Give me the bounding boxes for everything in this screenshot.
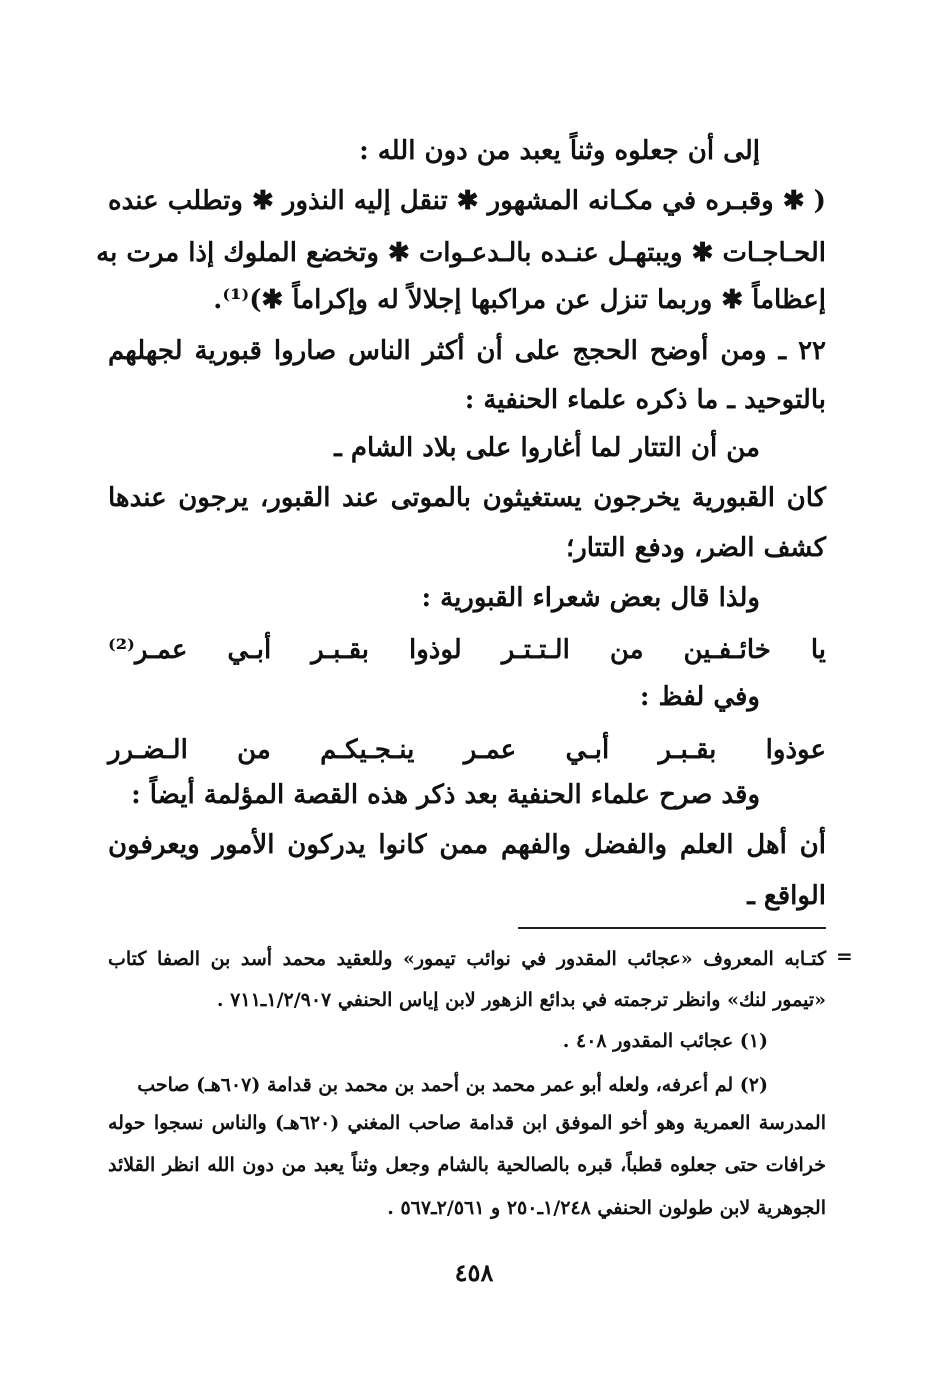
footnote-line: (١) عجائب المقدور ٤٠٨ . bbox=[562, 1030, 768, 1052]
footnote-line: المدرسة العمرية وهو أخو الموفق ابن قدامة صاحب المغني (٦٢٠هـ) والناس نسجوا حوله bbox=[108, 1112, 826, 1134]
footnote-continuation-mark: = bbox=[836, 944, 853, 968]
footnote-line: خرافات حتى جعلوه قطباً، قبره بالصالحية بالشام وجعل وثناً يعبد من دون الله انظر القلائد bbox=[108, 1154, 826, 1176]
page-number: ٤٥٨ bbox=[454, 1258, 494, 1287]
body-line: وقد صرح علماء الحنفية بعد ذكر هذه القصة المؤلمة أيضاً : bbox=[131, 780, 760, 810]
body-line: الواقع ـ bbox=[747, 881, 826, 911]
verse-line: يا خائـفـين من الـتـتـر لوذوا بقـبـر أبـي عمـر⁽²⁾ bbox=[108, 635, 826, 665]
body-line: إلى أن جعلوه وثناً يعبد من دون الله : bbox=[359, 136, 760, 166]
body-line: ( ✱ وقبـره في مكـانه المشهور ✱ تنقل إليه النذور ✱ وتطلب عنده bbox=[108, 186, 826, 216]
body-line: إعظاماً ✱ وربما تنزل عن مراكبها إجلالاً له وإكراماً ✱)⁽¹⁾. bbox=[213, 285, 826, 315]
body-line: بالتوحيد ـ ما ذكره علماء الحنفية : bbox=[464, 385, 826, 415]
verse-line: عوذوا بقـبـر أبـي عمـر ينـجـيكـم من الـضـرر bbox=[108, 735, 826, 765]
body-line: أن أهل العلم والفضل والفهم ممن كانوا يدركون الأمور ويعرفون bbox=[108, 830, 826, 860]
footnote-line: «تيمور لنك» وانظر ترجمته في بدائع الزهور لابن إياس الحنفي ١/٢/٩٠٧ـ٧١١ . bbox=[216, 989, 826, 1011]
body-line: وفي لفظ : bbox=[639, 682, 760, 712]
body-line: ولذا قال بعض شعراء القبورية : bbox=[421, 583, 760, 613]
body-line: من أن التتار لما أغاروا على بلاد الشام ـ bbox=[334, 433, 760, 463]
body-line: كشف الضر، ودفع التتار؛ bbox=[565, 533, 826, 563]
footnote-line: الجوهرية لابن طولون الحنفي ١/٢٤٨ـ٢٥٠ و ٢/٥٦١ـ٥٦٧ . bbox=[387, 1197, 826, 1219]
footnote-separator bbox=[518, 927, 826, 929]
body-line: كان القبورية يخرجون يستغيثون بالموتى عند القبور، يرجون عندها bbox=[108, 483, 826, 513]
body-line: الحـاجـات ✱ ويبتهـل عنـده بالـدعـوات ✱ وتخضع الملوك إذا مرت به bbox=[96, 238, 826, 268]
footnote-line: كتـابه المعروف «عجائب المقدور في نوائب تيمور» وللعقيد محمد أسد بن الصفا كتاب bbox=[108, 948, 826, 970]
footnote-line: (٢) لم أعرفه، ولعله أبو عمر محمد بن أحمد بن محمد بن قدامة (٦٠٧هـ) صاحب bbox=[137, 1074, 768, 1096]
body-line: ٢٢ ـ ومن أوضح الحجج على أن أكثر الناس صاروا قبورية لجهلهم bbox=[108, 336, 826, 366]
